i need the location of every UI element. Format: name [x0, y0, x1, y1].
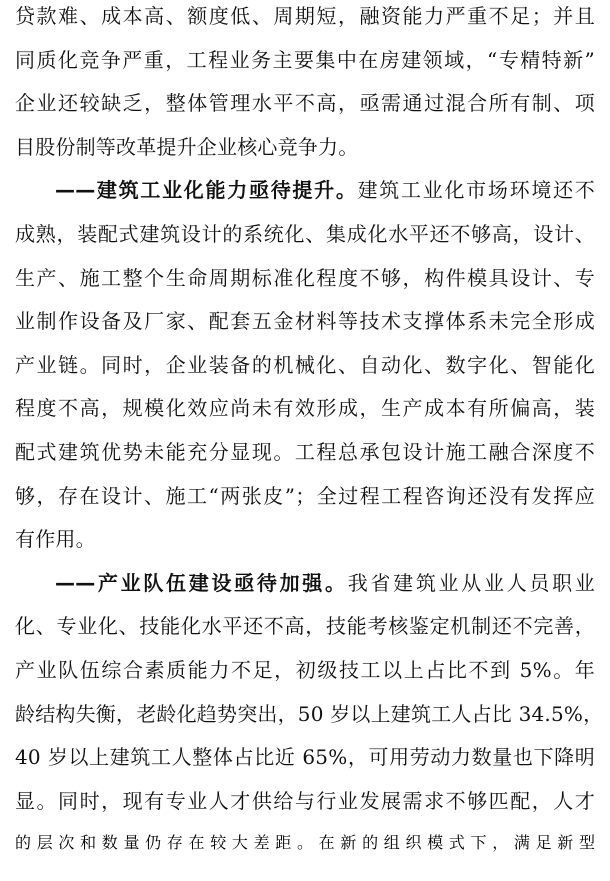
text-line: 目股份制等改革提升企业核心竞争力。 [15, 134, 359, 159]
text-line: 同质化竞争严重，工程业务主要集中在房建领域，“专精特新” [15, 47, 595, 72]
text-line: 的层次和数量仍存在较大差距。在新的组织模式下，满足新型 [15, 835, 595, 853]
text-line: 配式建筑优势未能充分显现。工程总承包设计施工融合深度不 [15, 440, 595, 464]
text-span: 建筑工业化市场环境还不 [357, 178, 595, 203]
text-line: 贷款难、成本高、额度低、周期短，融资能力严重不足；并且 [15, 4, 595, 28]
section-heading: ——建筑工业化能力亟待提升。 [55, 178, 358, 203]
text-line: 企业还较缺乏，整体管理水平不高，亟需通过混合所有制、项 [15, 91, 595, 116]
text-line: 生产、施工整个生命周期标准化程度不够，构件模具设计、专 [15, 265, 595, 290]
text-line: 产业队伍综合素质能力不足，初级技工以上占比不到 5%。年 [15, 658, 595, 682]
text-span: 我省建筑业从业人员职业 [347, 570, 595, 595]
text-line: 40 岁以上建筑工人整体占比近 65%，可用劳动力数量也下降明 [15, 745, 595, 770]
text-line: 成熟，装配式建筑设计的系统化、集成化水平还不够高，设计、 [15, 222, 595, 246]
text-line: 龄结构失衡，老龄化趋势突出，50 岁以上建筑工人占比 34.5%， [15, 701, 604, 726]
text-line: 够，存在设计、施工“两张皮”；全过程工程咨询还没有发挥应 [15, 483, 595, 508]
text-line: 化、专业化、技能化水平还不高，技能考核鉴定机制还不完善， [15, 614, 595, 639]
text-line: 程度不高，规模化效应尚未有效形成，生产成本有所偏高，装 [15, 396, 595, 421]
text-line: 业制作设备及厂家、配套五金材料等技术支撑体系未完全形成 [15, 309, 595, 334]
paragraph-first-line [55, 569, 595, 597]
text-line: 产业链。同时，企业装备的机械化、自动化、数字化、智能化 [15, 352, 595, 377]
paragraph-first-line [55, 176, 595, 204]
text-line: 有作用。 [15, 527, 96, 552]
text-line: 显。同时，现有专业人才供给与行业发展需求不够匹配，人才 [15, 788, 595, 813]
section-heading: ——产业队伍建设亟待加强。 [55, 570, 348, 595]
